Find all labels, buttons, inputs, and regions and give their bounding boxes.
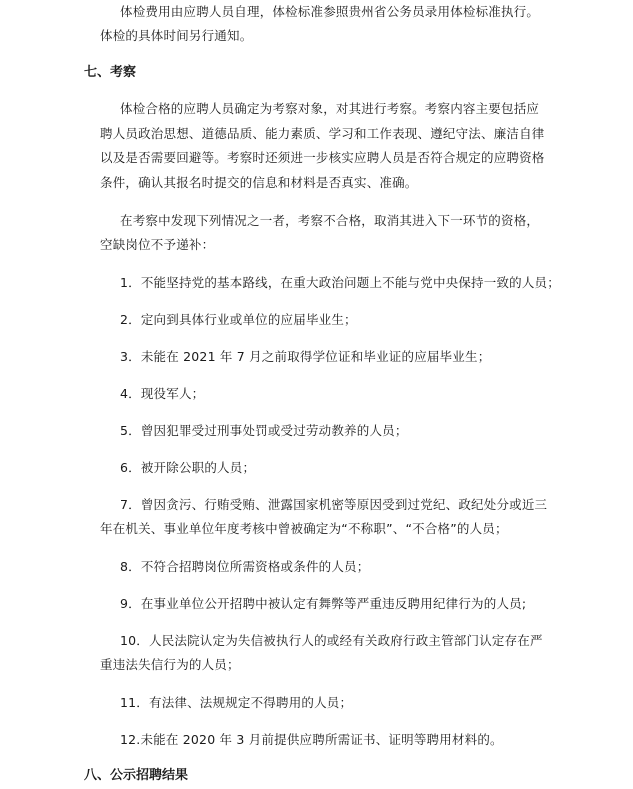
list-item-7-cont: 年在机关、事业单位年度考核中曾被确定为“不称职”、“不合格”的人员；: [100, 521, 508, 536]
list-item-8: 8．不符合招聘岗位所需资格或条件的人员；: [120, 559, 370, 574]
paragraph-line: 体检的具体时间另行通知。: [100, 28, 253, 43]
paragraph-line: 体检费用由应聘人员自理，体检标准参照贵州省公务员录用体检标准执行。: [120, 4, 540, 19]
paragraph-line: 在考察中发现下列情况之一者，考察不合格，取消其进入下一环节的资格，: [120, 213, 540, 228]
section-heading-8: 八、公示招聘结果: [84, 768, 189, 783]
list-item-3: 3．未能在 2021 年 7 月之前取得学位证和毕业证的应届毕业生；: [120, 349, 491, 364]
list-item-9: 9．在事业单位公开招聘中被认定有舞弊等严重违反聘用纪律行为的人员;: [120, 596, 527, 611]
paragraph-line: 聘人员政治思想、道德品质、能力素质、学习和工作表现、遵纪守法、廉洁自律: [100, 126, 545, 141]
list-item-4: 4．现役军人；: [120, 386, 205, 401]
paragraph-line: 体检合格的应聘人员确定为考察对象，对其进行考察。考察内容主要包括应: [120, 101, 540, 116]
list-item-5: 5．曾因犯罪受过刑事处罚或受过劳动教养的人员；: [120, 423, 408, 438]
list-item-2: 2．定向到具体行业或单位的应届毕业生；: [120, 312, 357, 327]
paragraph-line: 以及是否需要回避等。考察时还须进一步核实应聘人员是否符合规定的应聘资格: [100, 150, 545, 165]
list-item-1: 1．不能坚持党的基本路线，在重大政治问题上不能与党中央保持一致的人员；: [120, 275, 560, 290]
paragraph-line: 条件，确认其报名时提交的信息和材料是否真实、准确。: [100, 175, 418, 190]
list-item-12: 12.未能在 2020 年 3 月前提供应聘所需证书、证明等聘用材料的。: [120, 732, 503, 747]
paragraph-line: 空缺岗位不予递补：: [100, 237, 215, 252]
list-item-7: 7．曾因贪污、行贿受贿、泄露国家机密等原因受到过党纪、政纪处分或近三: [120, 497, 548, 512]
list-item-10: 10．人民法院认定为失信被执行人的或经有关政府行政主管部门认定存在严: [120, 633, 543, 648]
list-item-10-cont: 重违法失信行为的人员；: [100, 657, 240, 672]
section-heading-7: 七、考察: [84, 65, 137, 80]
list-item-11: 11．有法律、法规规定不得聘用的人员；: [120, 695, 353, 710]
list-item-6: 6．被开除公职的人员；: [120, 460, 256, 475]
